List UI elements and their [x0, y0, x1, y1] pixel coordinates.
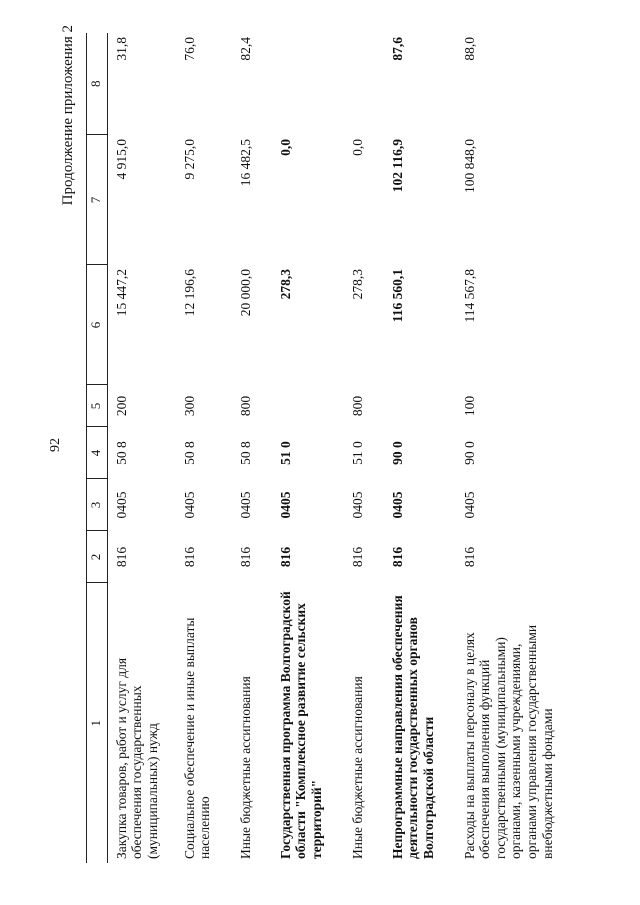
cell-section: 0405 [237, 491, 253, 519]
cell-target: 50 8 [113, 441, 129, 465]
cell-actual: 0,0 [349, 139, 365, 156]
cell-expense-type [272, 385, 344, 427]
table-row [272, 33, 344, 863]
row-name: Иные бюджетные ассигнования [237, 676, 253, 859]
cell-target: 51 0 [277, 441, 293, 465]
cell-target: 90 0 [389, 441, 405, 465]
cell-percent: 82,4 [237, 37, 253, 61]
page-number: 92 [48, 438, 63, 452]
cell-plan: 116 560,1 [389, 269, 405, 323]
cell-actual: 100 848,0 [461, 139, 477, 193]
cell-actual: 9 275,0 [181, 139, 197, 180]
cell-section: 0405 [389, 491, 405, 519]
column-header: 6 [87, 265, 108, 385]
cell-percent [272, 33, 344, 135]
cell-ministry: 816 [349, 546, 365, 568]
table-row [176, 33, 232, 863]
table-row [232, 33, 272, 863]
column-header: 1 [87, 583, 108, 863]
row-name: Закупка товаров, работ и услуг для обеспечения государственных (муниципальных) нужд [113, 657, 160, 859]
cell-target: 50 8 [237, 441, 253, 465]
continuation-label: Продолжение приложения 2 [60, 25, 76, 206]
table-header-row [87, 33, 108, 863]
table-row [384, 33, 456, 863]
cell-section: 0405 [349, 491, 365, 519]
cell-plan: 278,3 [349, 269, 365, 300]
cell-actual: 4 915,0 [113, 139, 129, 180]
cell-plan: 12 196,6 [181, 269, 197, 317]
cell-section: 0405 [277, 491, 293, 519]
cell-expense-type: 200 [113, 395, 129, 417]
column-header: 4 [87, 427, 108, 479]
column-header: 7 [87, 135, 108, 265]
cell-section: 0405 [181, 491, 197, 519]
table-row [107, 33, 176, 863]
row-name: Непрограммные направления обеспечения деятельности государственных органов Волгоградской области [389, 595, 436, 859]
row-name: Государственная программа Волгоградской области "Комплексное развитие сельских территорий" [277, 591, 324, 859]
cell-expense-type: 800 [237, 395, 253, 417]
table-row [344, 33, 384, 863]
cell-target: 51 0 [349, 441, 365, 465]
cell-expense-type: 800 [349, 395, 365, 417]
table-row [456, 33, 559, 863]
cell-ministry: 816 [277, 546, 293, 568]
row-name: Расходы на выплаты персоналу в целях обеспечения выполнения функций государственными (муниципальными) органами, казенными учреждениями, органами управления государственными внебюджетными фондами [461, 624, 555, 859]
column-header: 2 [87, 531, 108, 583]
cell-actual: 16 482,5 [237, 139, 253, 187]
budget-table [86, 33, 559, 863]
cell-ministry: 816 [237, 546, 253, 568]
cell-actual: 0,0 [277, 139, 293, 156]
cell-expense-type: 100 [461, 395, 477, 417]
cell-ministry: 816 [113, 546, 129, 568]
cell-expense-type: 300 [181, 395, 197, 417]
cell-plan: 15 447,2 [113, 269, 129, 317]
cell-ministry: 816 [181, 546, 197, 568]
cell-percent: 76,0 [181, 37, 197, 61]
column-header: 8 [87, 33, 108, 135]
cell-plan: 278,3 [277, 269, 293, 300]
cell-ministry: 816 [389, 546, 405, 568]
cell-percent: 31,8 [113, 37, 129, 61]
row-name: Социальное обеспечение и иные выплаты населению [181, 617, 213, 859]
cell-section: 0405 [113, 491, 129, 519]
cell-target: 50 8 [181, 441, 197, 465]
cell-percent: 88,0 [461, 37, 477, 61]
cell-section: 0405 [461, 491, 477, 519]
row-name: Иные бюджетные ассигнования [349, 676, 365, 859]
cell-percent [344, 33, 384, 135]
cell-actual: 102 116,9 [389, 139, 405, 193]
cell-ministry: 816 [461, 546, 477, 568]
column-header: 5 [87, 385, 108, 427]
column-header: 3 [87, 479, 108, 531]
cell-target: 90 0 [461, 441, 477, 465]
cell-plan: 114 567,8 [461, 269, 477, 323]
cell-expense-type [384, 385, 456, 427]
cell-percent: 87,6 [389, 37, 405, 61]
cell-plan: 20 000,0 [237, 269, 253, 317]
